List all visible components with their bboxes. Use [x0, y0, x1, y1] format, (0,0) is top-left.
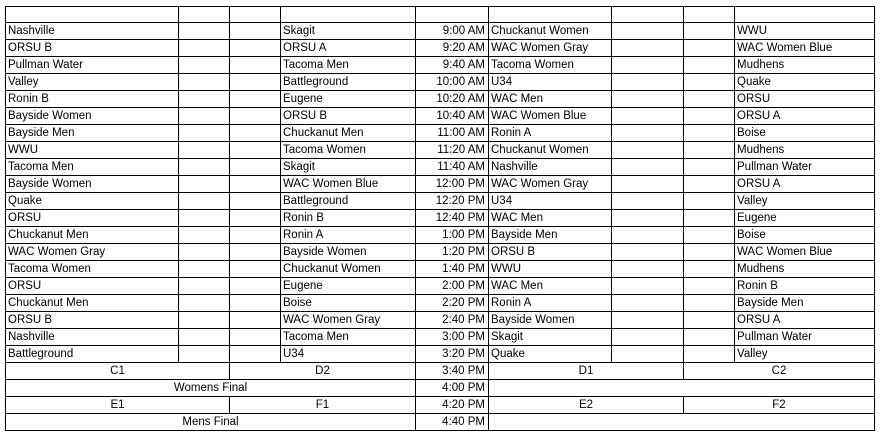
empty-cell[interactable]	[612, 295, 684, 312]
team-cell[interactable]: ORSU	[6, 210, 179, 227]
empty-cell[interactable]	[179, 40, 230, 57]
header-cell[interactable]	[179, 7, 230, 23]
game-row	[6, 261, 875, 278]
team-cell[interactable]: Chuckanut Men	[281, 125, 416, 142]
team-cell[interactable]: WAC Women Blue	[735, 244, 875, 261]
womens-final-time[interactable]: 4:00 PM	[416, 380, 489, 397]
team-cell[interactable]: WAC Women Blue	[489, 108, 612, 125]
bracket-right-seed-2[interactable]: F2	[684, 397, 875, 414]
empty-cell[interactable]	[684, 74, 735, 91]
time-cell[interactable]: 11:20 AM	[416, 142, 489, 159]
team-cell[interactable]: Eugene	[281, 278, 416, 295]
time-cell[interactable]: 10:00 AM	[416, 74, 489, 91]
empty-cell[interactable]	[612, 346, 684, 363]
empty-cell[interactable]	[684, 227, 735, 244]
time-cell[interactable]: 2:00 PM	[416, 278, 489, 295]
team-cell[interactable]: Battleground	[6, 346, 179, 363]
empty-cell[interactable]	[684, 40, 735, 57]
team-cell[interactable]: ORSU B	[6, 312, 179, 329]
empty-cell[interactable]	[179, 261, 230, 278]
team-cell[interactable]: U34	[489, 193, 612, 210]
header-cell[interactable]	[684, 7, 735, 23]
empty-cell[interactable]	[684, 312, 735, 329]
team-cell[interactable]: WAC Women Gray	[489, 40, 612, 57]
team-cell[interactable]: Pullman Water	[735, 329, 875, 346]
empty-cell[interactable]	[179, 295, 230, 312]
team-cell[interactable]: Bayside Men	[735, 295, 875, 312]
team-cell[interactable]: U34	[489, 74, 612, 91]
team-cell[interactable]: Bayside Women	[281, 244, 416, 261]
empty-cell[interactable]	[489, 414, 875, 431]
team-cell[interactable]: Boise	[735, 125, 875, 142]
womens-final-row	[6, 380, 875, 397]
team-cell[interactable]: WAC Women Blue	[281, 176, 416, 193]
header-row	[6, 7, 875, 23]
empty-cell[interactable]	[230, 227, 281, 244]
game-row	[6, 108, 875, 125]
team-cell[interactable]: Chuckanut Men	[6, 295, 179, 312]
team-cell[interactable]: Ronin B	[6, 91, 179, 108]
team-cell[interactable]: WAC Women Gray	[489, 176, 612, 193]
empty-cell[interactable]	[612, 40, 684, 57]
empty-cell[interactable]	[684, 329, 735, 346]
empty-cell[interactable]	[684, 210, 735, 227]
game-row	[6, 159, 875, 176]
team-cell[interactable]: ORSU A	[735, 312, 875, 329]
team-cell[interactable]: U34	[281, 346, 416, 363]
team-cell[interactable]: Chuckanut Women	[489, 23, 612, 40]
header-cell[interactable]	[612, 7, 684, 23]
game-row	[6, 278, 875, 295]
team-cell[interactable]: ORSU B	[6, 40, 179, 57]
empty-cell[interactable]	[684, 295, 735, 312]
team-cell[interactable]: WAC Women Gray	[6, 244, 179, 261]
empty-cell[interactable]	[179, 312, 230, 329]
empty-cell[interactable]	[179, 91, 230, 108]
empty-cell[interactable]	[179, 329, 230, 346]
empty-cell[interactable]	[230, 40, 281, 57]
empty-cell[interactable]	[230, 57, 281, 74]
team-cell[interactable]: Valley	[735, 193, 875, 210]
empty-cell[interactable]	[179, 210, 230, 227]
team-cell[interactable]: WAC Men	[489, 91, 612, 108]
empty-cell[interactable]	[612, 244, 684, 261]
game-row	[6, 142, 875, 159]
team-cell[interactable]: ORSU A	[735, 108, 875, 125]
header-cell[interactable]	[489, 7, 612, 23]
game-row	[6, 193, 875, 210]
team-cell[interactable]: Bayside Women	[6, 176, 179, 193]
game-row	[6, 210, 875, 227]
time-cell[interactable]: 9:20 AM	[416, 40, 489, 57]
empty-cell[interactable]	[179, 159, 230, 176]
finals-body	[6, 363, 875, 431]
empty-cell[interactable]	[612, 74, 684, 91]
team-cell[interactable]: Boise	[281, 295, 416, 312]
team-cell[interactable]: Bayside Men	[6, 125, 179, 142]
bracket-left-seed[interactable]: E1	[6, 397, 230, 414]
mens-final-row	[6, 414, 875, 431]
empty-cell[interactable]	[684, 91, 735, 108]
bracket-row-2	[6, 397, 875, 414]
empty-cell[interactable]	[612, 227, 684, 244]
team-cell[interactable]: Pullman Water	[735, 159, 875, 176]
time-cell[interactable]: 9:40 AM	[416, 57, 489, 74]
team-cell[interactable]: Mudhens	[735, 261, 875, 278]
empty-cell[interactable]	[179, 193, 230, 210]
game-row	[6, 176, 875, 193]
empty-cell[interactable]	[230, 91, 281, 108]
team-cell[interactable]: Tacoma Men	[281, 57, 416, 74]
empty-cell[interactable]	[230, 210, 281, 227]
team-cell[interactable]: WAC Men	[489, 210, 612, 227]
team-cell[interactable]: Nashville	[6, 329, 179, 346]
empty-cell[interactable]	[612, 125, 684, 142]
empty-cell[interactable]	[179, 125, 230, 142]
team-cell[interactable]: Tacoma Men	[281, 329, 416, 346]
game-row	[6, 57, 875, 74]
empty-cell[interactable]	[684, 193, 735, 210]
bracket-right-seed[interactable]: D1	[489, 363, 684, 380]
time-cell[interactable]: 1:20 PM	[416, 244, 489, 261]
team-cell[interactable]: WAC Women Gray	[281, 312, 416, 329]
empty-cell[interactable]	[684, 125, 735, 142]
empty-cell[interactable]	[230, 329, 281, 346]
bracket-left-seed[interactable]: C1	[6, 363, 230, 380]
team-cell[interactable]: Battleground	[281, 74, 416, 91]
team-cell[interactable]: Ronin B	[735, 278, 875, 295]
time-cell[interactable]: 12:20 PM	[416, 193, 489, 210]
time-cell[interactable]: 10:20 AM	[416, 91, 489, 108]
time-cell[interactable]: 9:00 AM	[416, 23, 489, 40]
team-cell[interactable]: Tacoma Women	[489, 57, 612, 74]
header-cell[interactable]	[6, 7, 179, 23]
empty-cell[interactable]	[684, 57, 735, 74]
header-cell[interactable]	[281, 7, 416, 23]
team-cell[interactable]: Bayside Women	[489, 312, 612, 329]
empty-cell[interactable]	[684, 244, 735, 261]
empty-cell[interactable]	[179, 244, 230, 261]
team-cell[interactable]: Pullman Water	[6, 57, 179, 74]
empty-cell[interactable]	[612, 193, 684, 210]
team-cell[interactable]: Ronin B	[281, 210, 416, 227]
team-cell[interactable]: Nashville	[489, 159, 612, 176]
game-row	[6, 23, 875, 40]
bracket-time[interactable]: 4:20 PM	[416, 397, 489, 414]
empty-cell[interactable]	[684, 142, 735, 159]
bracket-right-seed-2[interactable]: C2	[684, 363, 875, 380]
empty-cell[interactable]	[612, 329, 684, 346]
team-cell[interactable]: Skagit	[489, 329, 612, 346]
team-cell[interactable]: Tacoma Men	[6, 159, 179, 176]
empty-cell[interactable]	[230, 74, 281, 91]
header-cell[interactable]	[416, 7, 489, 23]
empty-cell[interactable]	[612, 312, 684, 329]
team-cell[interactable]: Skagit	[281, 23, 416, 40]
team-cell[interactable]: Tacoma Women	[6, 261, 179, 278]
empty-cell[interactable]	[489, 380, 875, 397]
team-cell[interactable]: ORSU B	[489, 244, 612, 261]
schedule-body	[6, 7, 875, 363]
empty-cell[interactable]	[179, 74, 230, 91]
empty-cell[interactable]	[179, 227, 230, 244]
team-cell[interactable]: Quake	[735, 74, 875, 91]
team-cell[interactable]: Chuckanut Men	[6, 227, 179, 244]
time-cell[interactable]: 12:40 PM	[416, 210, 489, 227]
team-cell[interactable]: Tacoma Women	[281, 142, 416, 159]
empty-cell[interactable]	[612, 142, 684, 159]
team-cell[interactable]: Skagit	[281, 159, 416, 176]
empty-cell[interactable]	[612, 210, 684, 227]
team-cell[interactable]: Bayside Men	[489, 227, 612, 244]
time-cell[interactable]: 1:00 PM	[416, 227, 489, 244]
empty-cell[interactable]	[230, 23, 281, 40]
empty-cell[interactable]	[612, 108, 684, 125]
empty-cell[interactable]	[612, 278, 684, 295]
team-cell[interactable]: ORSU B	[281, 108, 416, 125]
empty-cell[interactable]	[230, 125, 281, 142]
bracket-row-1	[6, 363, 875, 380]
team-cell[interactable]: Boise	[735, 227, 875, 244]
empty-cell[interactable]	[179, 57, 230, 74]
time-cell[interactable]: 11:00 AM	[416, 125, 489, 142]
bracket-mid-seed[interactable]: D2	[230, 363, 416, 380]
empty-cell[interactable]	[684, 278, 735, 295]
team-cell[interactable]: Quake	[489, 346, 612, 363]
empty-cell[interactable]	[684, 261, 735, 278]
empty-cell[interactable]	[230, 278, 281, 295]
team-cell[interactable]: Ronin A	[489, 125, 612, 142]
team-cell[interactable]: WAC Women Blue	[735, 40, 875, 57]
empty-cell[interactable]	[179, 23, 230, 40]
mens-final-label[interactable]: Mens Final	[6, 414, 416, 431]
team-cell[interactable]: Chuckanut Women	[489, 142, 612, 159]
bracket-mid-seed[interactable]: F1	[230, 397, 416, 414]
team-cell[interactable]: Valley	[735, 346, 875, 363]
team-cell[interactable]: Eugene	[281, 91, 416, 108]
game-row	[6, 329, 875, 346]
empty-cell[interactable]	[684, 159, 735, 176]
team-cell[interactable]: ORSU	[735, 91, 875, 108]
team-cell[interactable]: Quake	[6, 193, 179, 210]
empty-cell[interactable]	[230, 142, 281, 159]
team-cell[interactable]: Chuckanut Women	[281, 261, 416, 278]
time-cell[interactable]: 3:00 PM	[416, 329, 489, 346]
empty-cell[interactable]	[230, 244, 281, 261]
game-row	[6, 227, 875, 244]
bracket-time[interactable]: 3:40 PM	[416, 363, 489, 380]
team-cell[interactable]: Bayside Women	[6, 108, 179, 125]
team-cell[interactable]: Ronin A	[489, 295, 612, 312]
game-row	[6, 346, 875, 363]
time-cell[interactable]: 2:40 PM	[416, 312, 489, 329]
mens-final-time[interactable]: 4:40 PM	[416, 414, 489, 431]
team-cell[interactable]: WAC Men	[489, 278, 612, 295]
empty-cell[interactable]	[179, 142, 230, 159]
team-cell[interactable]: ORSU	[6, 278, 179, 295]
game-row	[6, 125, 875, 142]
team-cell[interactable]: WWU	[6, 142, 179, 159]
time-cell[interactable]: 2:20 PM	[416, 295, 489, 312]
header-cell[interactable]	[735, 7, 875, 23]
empty-cell[interactable]	[612, 159, 684, 176]
time-cell[interactable]: 12:00 PM	[416, 176, 489, 193]
game-row	[6, 312, 875, 329]
team-cell[interactable]: ORSU A	[735, 176, 875, 193]
team-cell[interactable]: Eugene	[735, 210, 875, 227]
womens-final-label[interactable]: Womens Final	[6, 380, 416, 397]
schedule-table	[5, 6, 875, 431]
team-cell[interactable]: Ronin A	[281, 227, 416, 244]
empty-cell[interactable]	[230, 193, 281, 210]
empty-cell[interactable]	[612, 23, 684, 40]
empty-cell[interactable]	[612, 91, 684, 108]
empty-cell[interactable]	[179, 278, 230, 295]
team-cell[interactable]: WWU	[735, 23, 875, 40]
game-row	[6, 74, 875, 91]
empty-cell[interactable]	[612, 176, 684, 193]
time-cell[interactable]: 11:40 AM	[416, 159, 489, 176]
empty-cell[interactable]	[230, 261, 281, 278]
empty-cell[interactable]	[179, 176, 230, 193]
empty-cell[interactable]	[230, 159, 281, 176]
team-cell[interactable]: Valley	[6, 74, 179, 91]
team-cell[interactable]: WWU	[489, 261, 612, 278]
game-row	[6, 91, 875, 108]
empty-cell[interactable]	[230, 346, 281, 363]
team-cell[interactable]: Mudhens	[735, 57, 875, 74]
game-row	[6, 295, 875, 312]
empty-cell[interactable]	[230, 108, 281, 125]
game-row	[6, 40, 875, 57]
empty-cell[interactable]	[684, 176, 735, 193]
bracket-right-seed[interactable]: E2	[489, 397, 684, 414]
header-cell[interactable]	[230, 7, 281, 23]
empty-cell[interactable]	[179, 346, 230, 363]
empty-cell[interactable]	[684, 23, 735, 40]
empty-cell[interactable]	[230, 312, 281, 329]
empty-cell[interactable]	[684, 108, 735, 125]
time-cell[interactable]: 10:40 AM	[416, 108, 489, 125]
team-cell[interactable]: Nashville	[6, 23, 179, 40]
empty-cell[interactable]	[179, 108, 230, 125]
team-cell[interactable]: ORSU A	[281, 40, 416, 57]
empty-cell[interactable]	[612, 261, 684, 278]
empty-cell[interactable]	[230, 176, 281, 193]
empty-cell[interactable]	[612, 57, 684, 74]
empty-cell[interactable]	[230, 295, 281, 312]
time-cell[interactable]: 1:40 PM	[416, 261, 489, 278]
team-cell[interactable]: Battleground	[281, 193, 416, 210]
game-row	[6, 244, 875, 261]
team-cell[interactable]: Mudhens	[735, 142, 875, 159]
time-cell[interactable]: 3:20 PM	[416, 346, 489, 363]
empty-cell[interactable]	[684, 346, 735, 363]
